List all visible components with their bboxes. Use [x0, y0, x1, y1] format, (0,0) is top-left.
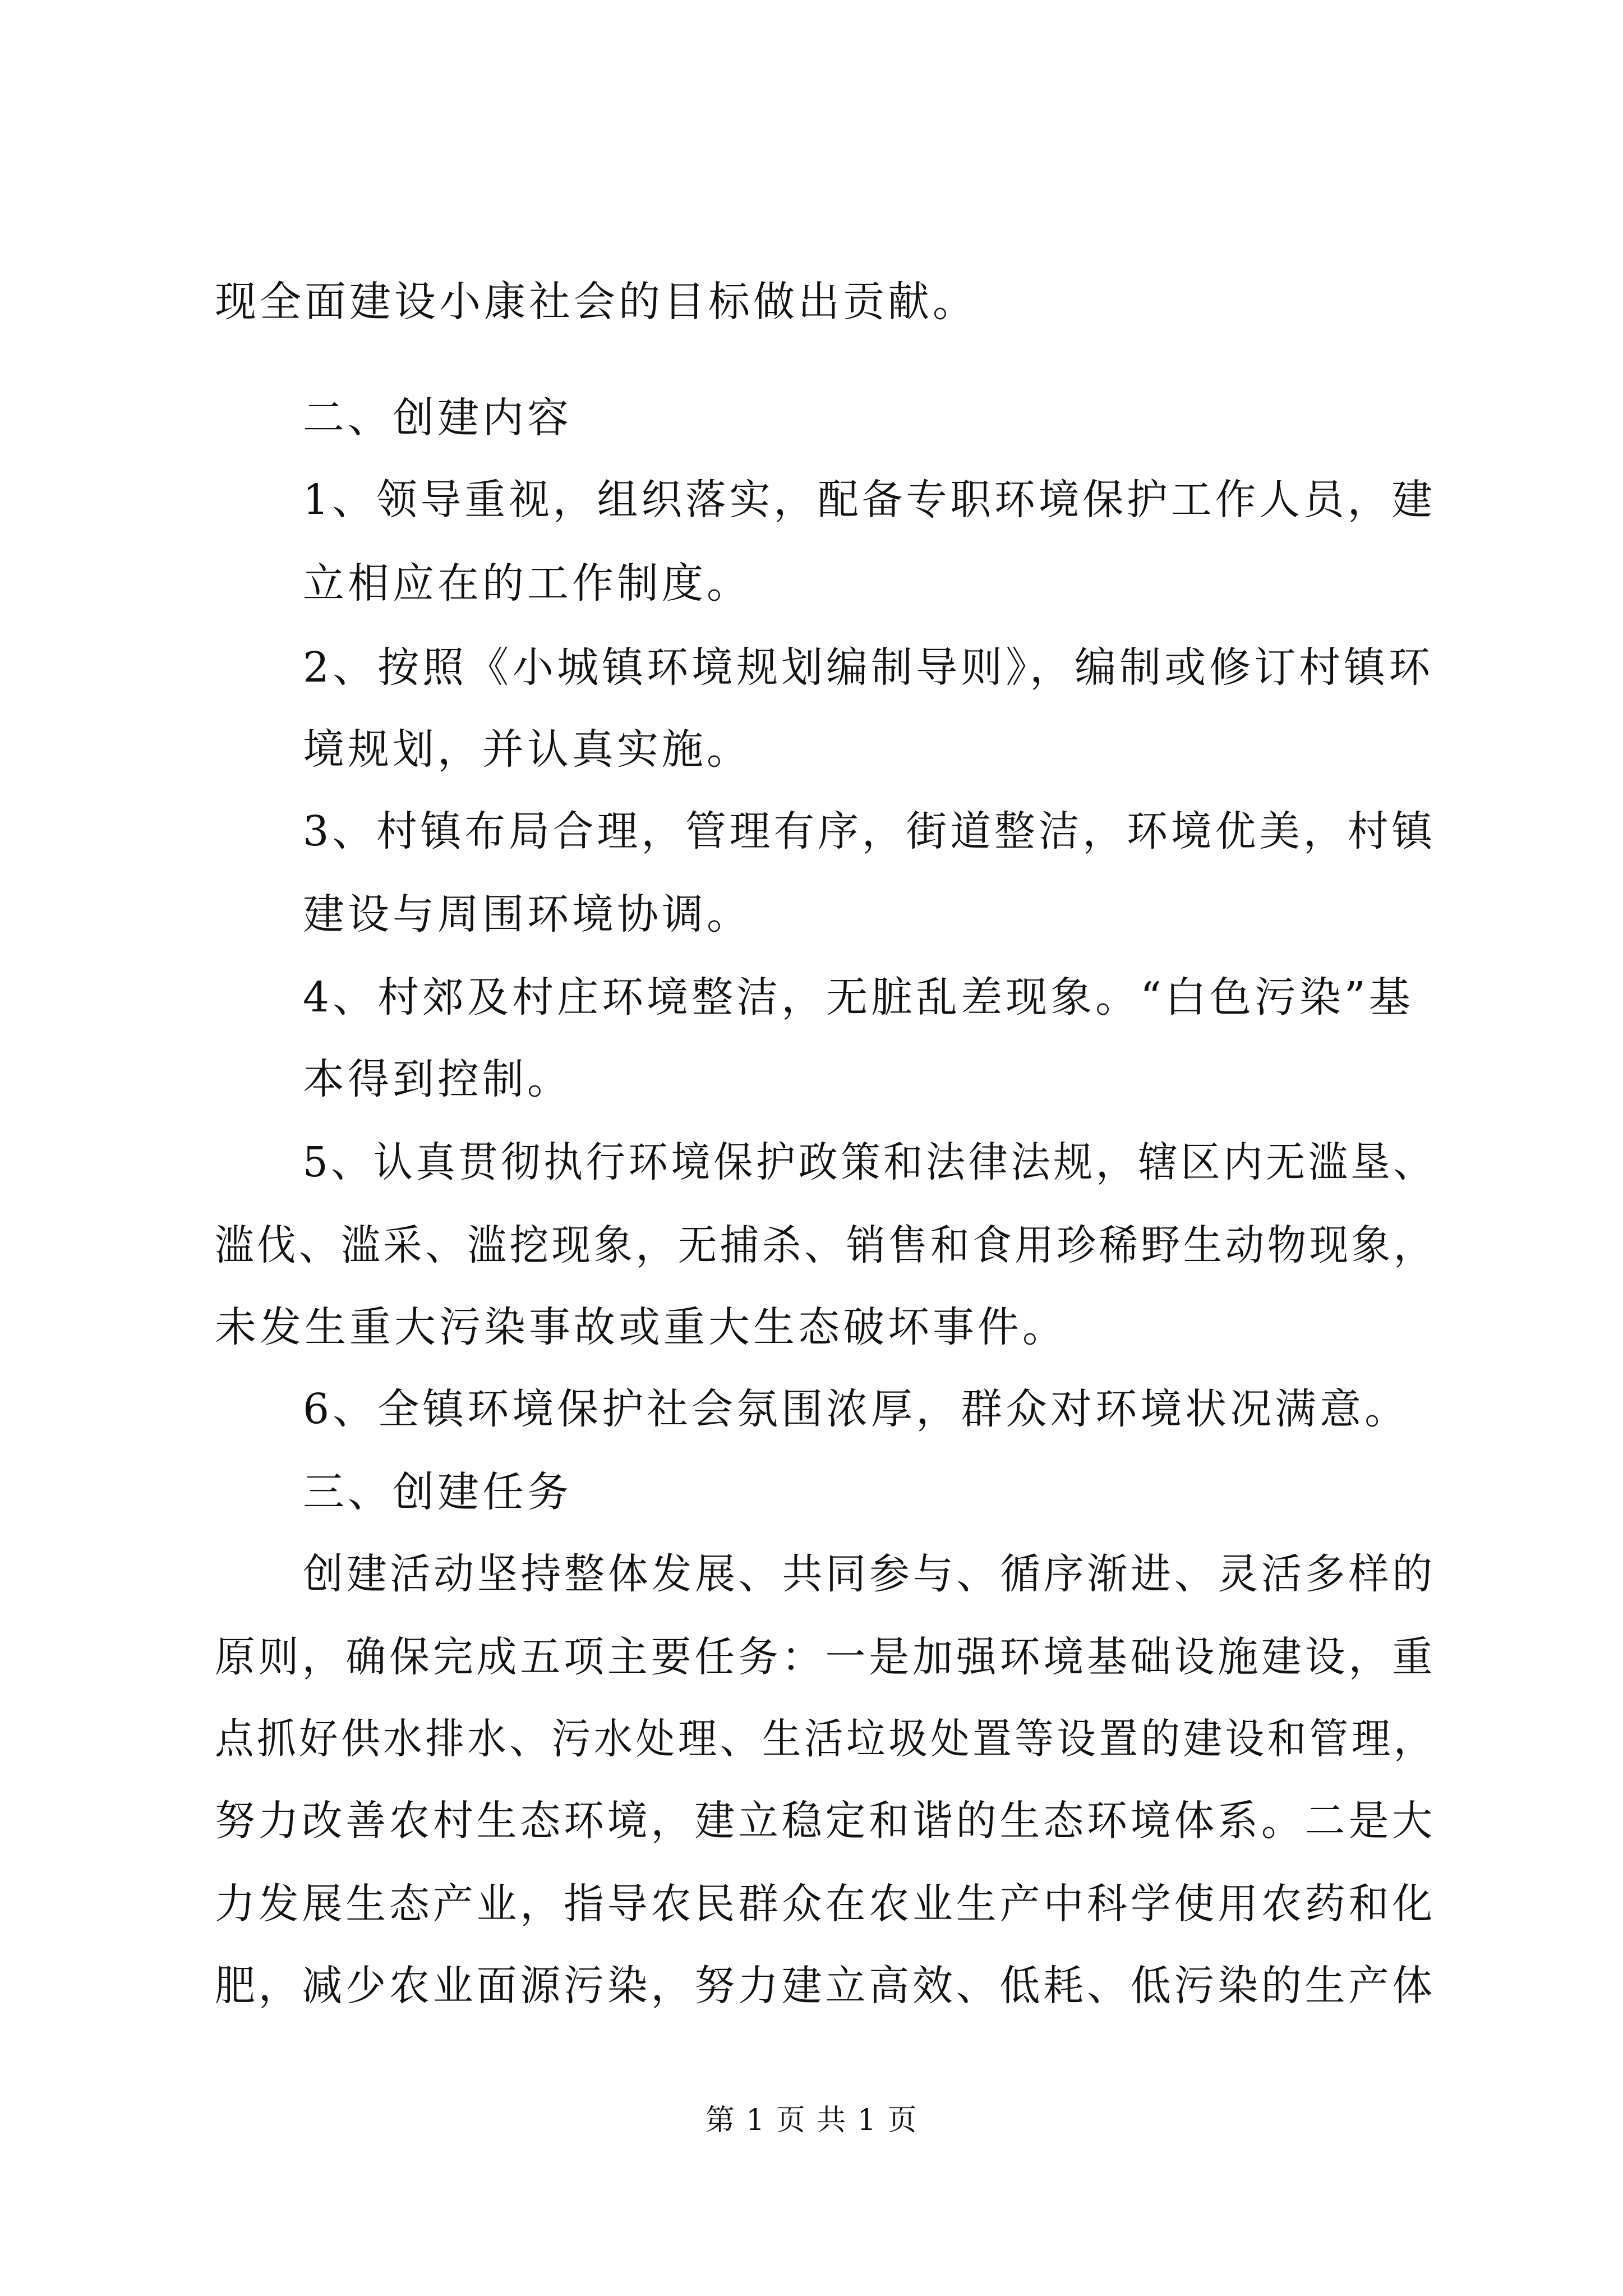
list-item-4: 4、村郊及村庄环境整洁，无脏乱差现象。“白色污染”基 [303, 973, 1414, 1022]
list-item-1: 1、领导重视，组织落实，配备专职环境保护工作人员，建 [303, 476, 1436, 524]
page-number-footer: 第 1 页 共 1 页 [705, 2104, 918, 2137]
list-item-5: 5、认真贯彻执行环境保护政策和法律法规，辖区内无滥垦、 [303, 1138, 1436, 1186]
section-heading: 三、创建任务 [303, 1468, 572, 1516]
paragraph-line: 点抓好供水排水、污水处理、生活垃圾处置等设置的建设和管理， [215, 1715, 1436, 1763]
paragraph-line: 肥，减少农业面源污染，努力建立高效、低耗、低污染的生产体 [215, 1962, 1436, 2010]
list-item-2-continued: 境规划，并认真实施。 [303, 725, 751, 774]
list-item-5-continued: 滥伐、滥采、滥挖现象，无捕杀、销售和食用珍稀野生动物现象， [215, 1221, 1436, 1269]
list-item-3: 3、村镇布局合理，管理有序，街道整洁，环境优美，村镇 [303, 807, 1436, 855]
list-item-3-continued: 建设与周围环境协调。 [303, 890, 751, 938]
body-text-line: 现全面建设小康社会的目标做出贡献。 [215, 278, 978, 326]
section-heading: 二、创建内容 [303, 394, 572, 442]
paragraph-line: 努力改善农村生态环境，建立稳定和谐的生态环境体系。二是大 [215, 1797, 1436, 1845]
list-item-2: 2、按照《小城镇环境规划编制导则》，编制或修订村镇环 [303, 643, 1434, 692]
list-item-6: 6、全镇环境保护社会氛围浓厚，群众对环境状况满意。 [303, 1385, 1410, 1433]
list-item-5-continued: 未发生重大污染事故或重大生态破坏事件。 [215, 1303, 1067, 1351]
list-item-1-continued: 立相应在的工作制度。 [303, 559, 751, 608]
paragraph-line: 原则，确保完成五项主要任务：一是加强环境基础设施建设，重 [215, 1633, 1436, 1681]
paragraph-line: 力发展生态产业，指导农民群众在农业生产中科学使用农药和化 [215, 1880, 1436, 1928]
paragraph-line: 创建活动坚持整体发展、共同参与、循序渐进、灵活多样的 [303, 1550, 1436, 1598]
list-item-4-continued: 本得到控制。 [303, 1055, 572, 1103]
